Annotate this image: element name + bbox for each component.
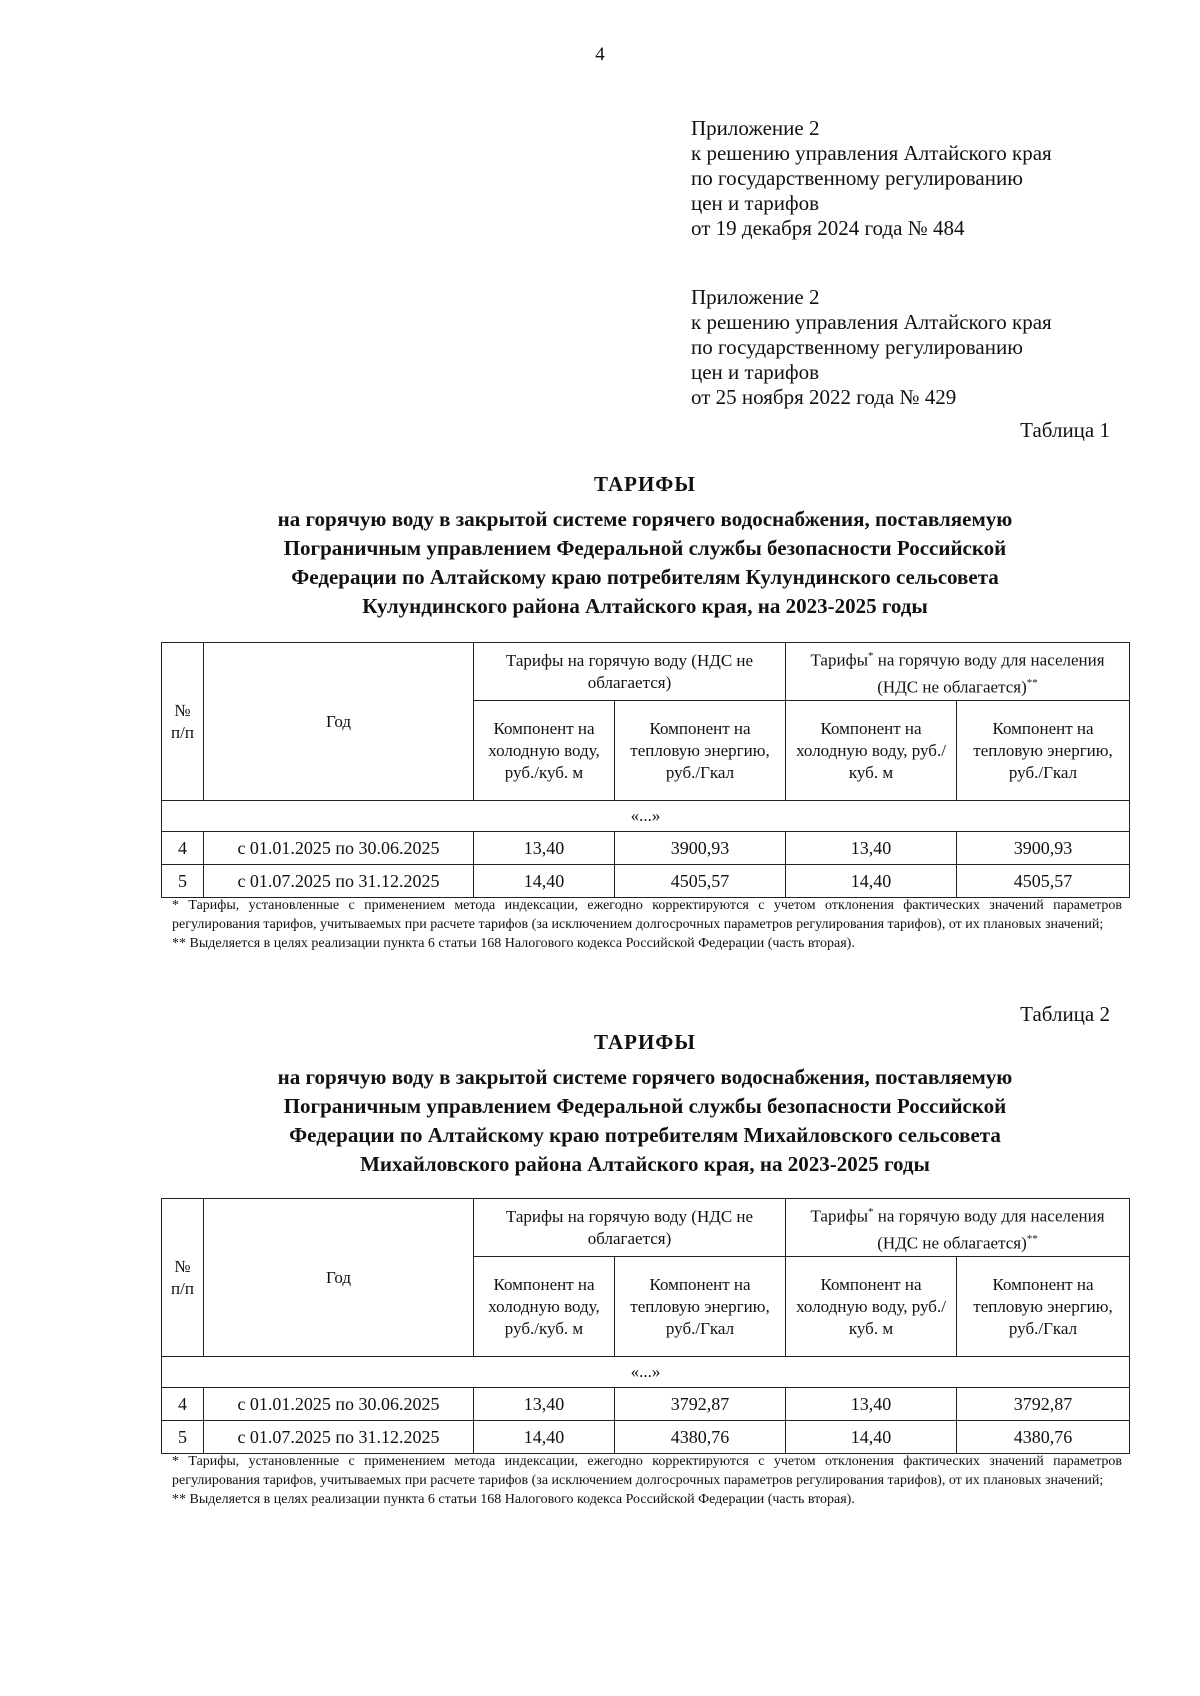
header-cold: Компонент на холодную воду, руб./куб. м — [474, 1257, 615, 1357]
table-2-label: Таблица 2 — [1020, 1002, 1110, 1026]
appendix-line: по государственному регулированию — [691, 335, 1023, 359]
header-cold-population: Компонент на холодную воду, руб./куб. м — [786, 701, 957, 801]
row-cold: 13,40 — [474, 1388, 615, 1421]
row-heat-population: 4380,76 — [957, 1421, 1130, 1454]
row-cold-population: 14,40 — [786, 1421, 957, 1454]
table-1-label: Таблица 1 — [1020, 418, 1110, 442]
footnote-mark: ** — [1026, 676, 1038, 689]
subtitle-line: Федерации по Алтайскому краю потребителям Михайловского сельсовета — [289, 1123, 1001, 1147]
header-text: Тарифы — [810, 1206, 869, 1226]
footnote-1: * Тарифы, установленные с применением метода индексации, ежегодно корректируются с учетом отклонения фактических значений параметров регулирования тарифов, учитываемых при расчете тарифов (за исключением долгосрочных параметров регулирования тарифов), от их плановых значений; — [172, 1454, 1122, 1488]
header-tariffs-population — [786, 1199, 1130, 1257]
footnote-mark: * — [868, 650, 874, 662]
subtitle-line: на горячую воду в закрытой системе горячего водоснабжения, поставляемую — [277, 1065, 1013, 1089]
appendix-line: от 19 декабря 2024 года № 484 — [691, 216, 965, 240]
table-row — [162, 865, 1130, 898]
row-num: 4 — [162, 1388, 204, 1421]
header-text: на горячую воду для населения (НДС не облагается) — [873, 1206, 1105, 1253]
ellipsis-row: «...» — [162, 1357, 1130, 1388]
row-heat-population: 3900,93 — [957, 832, 1130, 865]
row-heat: 3900,93 — [615, 832, 786, 865]
header-text: Тарифы — [810, 650, 869, 670]
header-tariffs: Тарифы на горячую воду (НДС не облагается) — [474, 1199, 786, 1257]
header-num: № п/п — [162, 1199, 204, 1357]
subtitle-line: Федерации по Алтайскому краю потребителям Кулундинского сельсовета — [291, 565, 999, 589]
row-cold: 13,40 — [474, 832, 615, 865]
appendix-line: от 25 ноября 2022 года № 429 — [691, 385, 957, 409]
row-period: с 01.01.2025 по 30.06.2025 — [204, 832, 474, 865]
table-2-title-block — [150, 1030, 1140, 1179]
table-1-subtitle — [150, 505, 1140, 621]
header-tariffs-population — [786, 643, 1130, 701]
row-heat-population: 4505,57 — [957, 865, 1130, 898]
footnote-mark: * — [868, 1206, 874, 1218]
row-num: 5 — [162, 865, 204, 898]
row-cold-population: 13,40 — [786, 832, 957, 865]
row-num: 5 — [162, 1421, 204, 1454]
row-num: 4 — [162, 832, 204, 865]
appendix-line: к решению управления Алтайского края — [691, 310, 1052, 334]
footnote-mark: ** — [1026, 1232, 1038, 1245]
table-row — [162, 1421, 1130, 1454]
page-number: 4 — [595, 44, 605, 65]
table-row — [162, 1388, 1130, 1421]
appendix-line: цен и тарифов — [691, 191, 820, 215]
appendix-line: к решению управления Алтайского края — [691, 141, 1052, 165]
header-text: на горячую воду для населения (НДС не облагается) — [873, 650, 1105, 697]
row-heat: 4505,57 — [615, 865, 786, 898]
appendix-line: цен и тарифов — [691, 360, 820, 384]
table-2-footnotes — [172, 1452, 1122, 1509]
header-heat-population: Компонент на тепловую энергию, руб./Гкал — [957, 701, 1130, 801]
footnote-2: ** Выделяется в целях реализации пункта 6 статьи 168 Налогового кодекса Российской Федерации (часть вторая). — [172, 936, 855, 951]
row-cold-population: 14,40 — [786, 865, 957, 898]
header-heat-population: Компонент на тепловую энергию, руб./Гкал — [957, 1257, 1130, 1357]
header-tariffs: Тарифы на горячую воду (НДС не облагается) — [474, 643, 786, 701]
table-2-title: ТАРИФЫ — [594, 1030, 696, 1054]
appendix-current — [691, 116, 1052, 241]
subtitle-line: Кулундинского района Алтайского края, на 2023-2025 годы — [362, 594, 928, 618]
ellipsis-row: «...» — [162, 801, 1130, 832]
row-heat: 3792,87 — [615, 1388, 786, 1421]
header-year: Год — [204, 643, 474, 801]
header-heat: Компонент на тепловую энергию, руб./Гкал — [615, 701, 786, 801]
tariff-table-1 — [161, 642, 1130, 898]
row-heat: 4380,76 — [615, 1421, 786, 1454]
subtitle-line: Пограничным управлением Федеральной службы безопасности Российской — [283, 536, 1007, 560]
header-cold: Компонент на холодную воду, руб./куб. м — [474, 701, 615, 801]
header-num: № п/п — [162, 643, 204, 801]
subtitle-line: на горячую воду в закрытой системе горячего водоснабжения, поставляемую — [277, 507, 1013, 531]
tariff-table-2 — [161, 1198, 1130, 1454]
subtitle-line: Пограничным управлением Федеральной службы безопасности Российской — [283, 1094, 1007, 1118]
appendix-line: Приложение 2 — [691, 285, 820, 309]
appendix-line: Приложение 2 — [691, 116, 820, 140]
table-1-title-block — [150, 472, 1140, 621]
row-period: с 01.07.2025 по 31.12.2025 — [204, 1421, 474, 1454]
footnote-1: * Тарифы, установленные с применением метода индексации, ежегодно корректируются с учетом отклонения фактических значений параметров регулирования тарифов, учитываемых при расчете тарифов (за исключением долгосрочных параметров регулирования тарифов), от их плановых значений; — [172, 898, 1122, 932]
appendix-original — [691, 285, 1052, 410]
header-heat: Компонент на тепловую энергию, руб./Гкал — [615, 1257, 786, 1357]
footnote-2: ** Выделяется в целях реализации пункта 6 статьи 168 Налогового кодекса Российской Федерации (часть вторая). — [172, 1492, 855, 1507]
appendix-line: по государственному регулированию — [691, 166, 1023, 190]
header-cold-population: Компонент на холодную воду, руб./куб. м — [786, 1257, 957, 1357]
row-period: с 01.01.2025 по 30.06.2025 — [204, 1388, 474, 1421]
row-cold-population: 13,40 — [786, 1388, 957, 1421]
row-period: с 01.07.2025 по 31.12.2025 — [204, 865, 474, 898]
table-row — [162, 832, 1130, 865]
table-2-subtitle — [150, 1063, 1140, 1179]
row-cold: 14,40 — [474, 865, 615, 898]
subtitle-line: Михайловского района Алтайского края, на 2023-2025 годы — [360, 1152, 930, 1176]
row-cold: 14,40 — [474, 1421, 615, 1454]
header-year: Год — [204, 1199, 474, 1357]
table-1-title: ТАРИФЫ — [594, 472, 696, 496]
row-heat-population: 3792,87 — [957, 1388, 1130, 1421]
table-1-footnotes — [172, 896, 1122, 953]
